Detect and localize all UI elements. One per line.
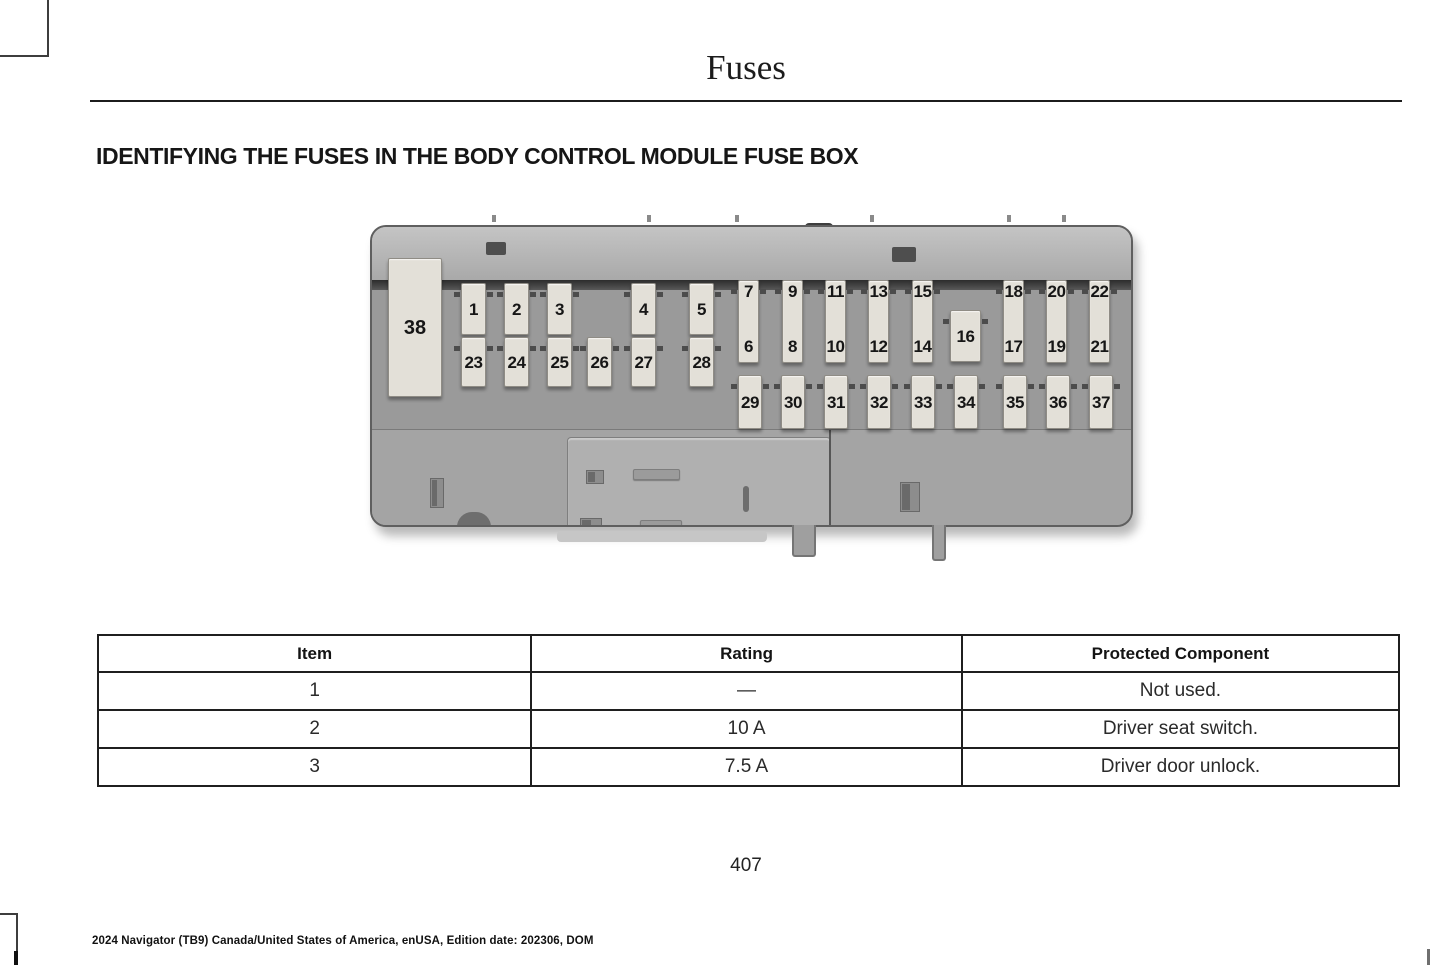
fuse-number: 22 bbox=[1090, 282, 1109, 301]
fuse-number: 17 bbox=[1004, 337, 1023, 356]
cell-rating: — bbox=[531, 672, 962, 710]
crop-mark-top-left-vertical bbox=[47, 0, 49, 57]
fuse-number: 32 bbox=[870, 392, 888, 412]
fuse-number: 3 bbox=[555, 299, 564, 319]
fuse-22-21 bbox=[1089, 280, 1110, 363]
fuse-2 bbox=[504, 283, 529, 335]
fuse-33 bbox=[911, 375, 935, 429]
case-detail bbox=[647, 215, 651, 222]
fuse-number: 26 bbox=[590, 352, 609, 372]
fuse-15-14 bbox=[912, 280, 933, 363]
fuse-4 bbox=[631, 283, 656, 335]
fuse-number: 15 bbox=[913, 282, 932, 301]
case-detail bbox=[430, 478, 444, 508]
fuse-34 bbox=[954, 375, 978, 429]
fuse-37 bbox=[1089, 375, 1113, 429]
table-row bbox=[98, 672, 1399, 710]
fuse-5 bbox=[689, 283, 714, 335]
fuse-number: 34 bbox=[957, 392, 975, 412]
fuse-27 bbox=[631, 337, 656, 387]
fuse-38 bbox=[388, 258, 442, 397]
fuse-number: 20 bbox=[1047, 282, 1066, 301]
case-detail bbox=[586, 470, 604, 484]
col-header-protected-component: Protected Component bbox=[962, 635, 1399, 672]
fuse-number: 14 bbox=[913, 337, 932, 356]
fuse-number: 35 bbox=[1006, 392, 1024, 412]
cell-item: 1 bbox=[98, 672, 531, 710]
case-detail bbox=[1007, 215, 1011, 222]
fuse-18-17 bbox=[1003, 280, 1024, 363]
fuse-number: 30 bbox=[784, 392, 802, 412]
fuse-number: 25 bbox=[550, 352, 569, 372]
crop-mark-bottom-right-tick bbox=[1427, 949, 1430, 965]
cell-item: 3 bbox=[98, 748, 531, 786]
fuse-26 bbox=[587, 337, 612, 387]
fuse-number: 7 bbox=[744, 282, 753, 301]
fuse-number: 5 bbox=[697, 299, 706, 319]
fuse-36 bbox=[1046, 375, 1070, 429]
fuse-9-8 bbox=[782, 280, 803, 363]
fuse-32 bbox=[867, 375, 891, 429]
fuse-number: 11 bbox=[827, 282, 844, 301]
cell-item: 2 bbox=[98, 710, 531, 748]
fuse-number: 28 bbox=[692, 352, 711, 372]
fuse-24 bbox=[504, 337, 529, 387]
fuse-number: 24 bbox=[507, 352, 526, 372]
fuse-number: 19 bbox=[1047, 337, 1066, 356]
fuse-number: 16 bbox=[956, 326, 975, 346]
fuse-number: 1 bbox=[469, 299, 478, 319]
fuse-number: 27 bbox=[634, 352, 653, 372]
fuse-20-19 bbox=[1046, 280, 1067, 363]
fuse-number: 2 bbox=[512, 299, 521, 319]
fuse-28 bbox=[689, 337, 714, 387]
fuse-7-6 bbox=[738, 280, 759, 363]
fuse-23 bbox=[461, 337, 486, 387]
table-row bbox=[98, 710, 1399, 748]
fuse-number: 38 bbox=[403, 316, 427, 339]
fuse-number: 23 bbox=[464, 352, 483, 372]
case-detail bbox=[743, 486, 749, 512]
crop-mark-top-left-horizontal bbox=[0, 55, 49, 57]
housing-divider bbox=[829, 430, 831, 525]
fuse-number: 4 bbox=[639, 299, 648, 319]
case-detail bbox=[557, 531, 767, 542]
fuse-number: 18 bbox=[1004, 282, 1023, 301]
fuse-29 bbox=[738, 375, 762, 429]
fuse-30 bbox=[781, 375, 805, 429]
fuse-box-diagram bbox=[362, 215, 1142, 560]
fuse-number: 8 bbox=[788, 337, 797, 356]
fuse-3 bbox=[547, 283, 572, 335]
page-number: 407 bbox=[730, 855, 762, 876]
cell-protected-component: Driver seat switch. bbox=[962, 710, 1399, 748]
section-heading: IDENTIFYING THE FUSES IN THE BODY CONTROL MODULE FUSE BOX bbox=[96, 143, 859, 169]
fuse-number: 9 bbox=[788, 282, 797, 301]
cell-protected-component: Driver door unlock. bbox=[962, 748, 1399, 786]
col-header-item: Item bbox=[98, 635, 531, 672]
fuse-number: 12 bbox=[869, 337, 888, 356]
fuse-31 bbox=[824, 375, 848, 429]
fuse-35 bbox=[1003, 375, 1027, 429]
cell-rating: 7.5 A bbox=[531, 748, 962, 786]
fuse-number: 10 bbox=[826, 337, 845, 356]
housing-middle-panel bbox=[567, 437, 831, 525]
fuse-11-10 bbox=[825, 280, 846, 363]
case-detail bbox=[870, 215, 874, 222]
col-header-rating: Rating bbox=[531, 635, 962, 672]
footer-text: 2024 Navigator (TB9) Canada/United States of America, enUSA, Edition date: 202306, DOM bbox=[92, 935, 594, 947]
fuse-number: 21 bbox=[1090, 337, 1109, 356]
fuse-number: 37 bbox=[1092, 392, 1110, 412]
crop-mark-bottom-left-tick bbox=[14, 951, 18, 965]
title-rule bbox=[90, 100, 1402, 102]
case-detail bbox=[640, 520, 682, 527]
case-detail bbox=[735, 215, 739, 222]
cell-protected-component: Not used. bbox=[962, 672, 1399, 710]
case-detail bbox=[580, 518, 602, 527]
case-detail bbox=[892, 247, 916, 262]
lower-housing bbox=[372, 429, 1131, 525]
table-header-row bbox=[98, 635, 1399, 672]
case-detail bbox=[492, 215, 496, 222]
case-detail bbox=[792, 525, 816, 557]
fuse-number: 6 bbox=[744, 337, 753, 356]
fuse-16 bbox=[950, 310, 981, 362]
fuse-1 bbox=[461, 283, 486, 335]
case-detail bbox=[1062, 215, 1066, 222]
table-row bbox=[98, 748, 1399, 786]
case-detail bbox=[633, 469, 680, 480]
page-title: Fuses bbox=[706, 48, 786, 87]
fuse-table bbox=[97, 634, 1400, 787]
fuse-number: 29 bbox=[741, 392, 759, 412]
case-detail bbox=[486, 242, 506, 255]
fuse-number: 36 bbox=[1049, 392, 1067, 412]
fuse-25 bbox=[547, 337, 572, 387]
fuse-number: 13 bbox=[869, 282, 888, 301]
case-detail bbox=[932, 525, 946, 561]
fuse-13-12 bbox=[868, 280, 889, 363]
fuse-number: 33 bbox=[914, 392, 932, 412]
fuse-number: 31 bbox=[827, 392, 845, 412]
case-detail bbox=[900, 482, 920, 512]
cell-rating: 10 A bbox=[531, 710, 962, 748]
